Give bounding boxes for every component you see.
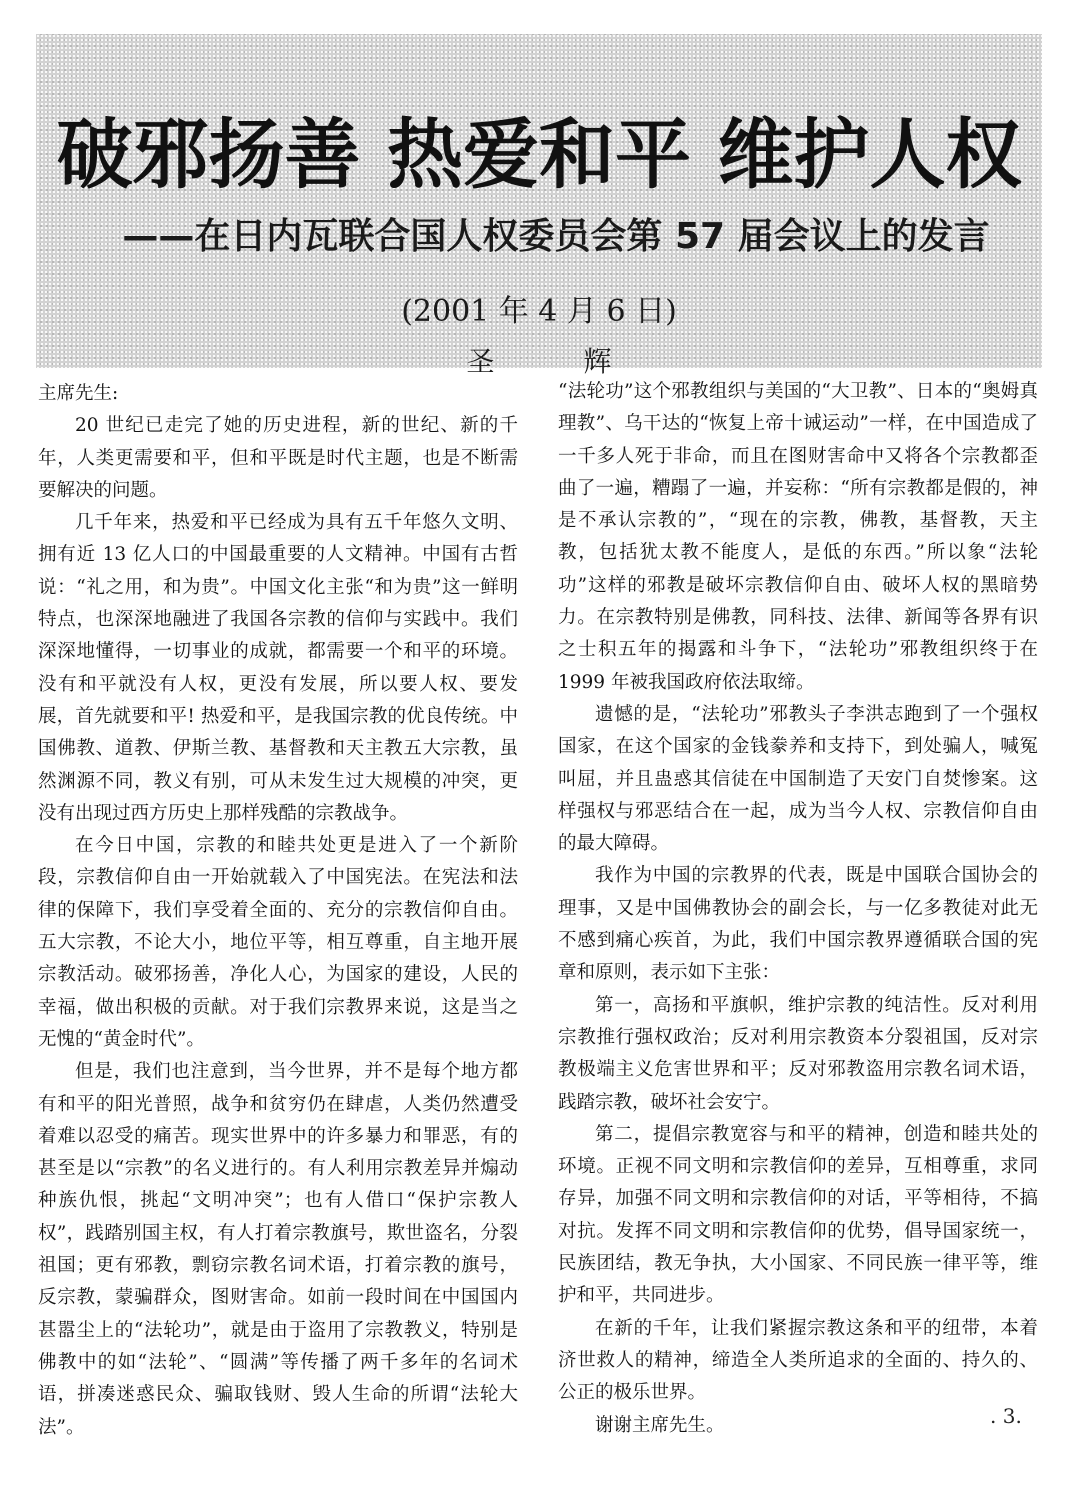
body-paragraph: 在新的千年，让我们紧握宗教这条和平的纽带，本着济世救人的精神，缔造全人类所追求的全面的、持久的、公正的极乐世界。 (558, 1317, 1038, 1404)
body-paragraph: 第一，高扬和平旗帜，维护宗教的纯洁性。反对利用宗教推行强权政治；反对利用宗教资本分裂祖国，反对宗教极端主义危害世界和平；反对邪教盗用宗教名词术语，践踏宗教，破坏社会安宁。 (558, 994, 1038, 1113)
left-column (38, 378, 518, 1444)
article-header (36, 34, 1042, 378)
body-paragraph: 几千年来，热爱和平已经成为具有五千年悠久文明、拥有近 13 亿人口的中国最重要的人文精神。中国有古哲说：“礼之用，和为贵”。中国文化主张“和为贵”这一鲜明特点，也深深地融进了我国各宗教的信仰与实践中。我们深深地懂得，一切事业的成就，都需要一个和平的环境。没有和平就没有人权，更没有发展，所以要人权、要发展，首先就要和平! 热爱和平，是我国宗教的优良传统。中国佛教、道教、伊斯兰教、基督教和天主教五大宗教，虽然渊源不同，教义有别，可从未发生过大规模的冲突，更没有出现过西方历史上那样残酷的宗教战争。 (38, 512, 518, 824)
body-paragraph: 遗憾的是，“法轮功”邪教头子李洪志跑到了一个强权国家，在这个国家的金钱豢养和支持下，到处骗人，喊冤叫屈，并且蛊惑其信徒在中国制造了天安门自焚惨案。这样强权与邪恶结合在一起，成为当今人权、宗教信仰自由的最大障碍。 (558, 703, 1038, 855)
article-subtitle: ——在日内瓦联合国人权委员会第 57 届会议上的发言 (122, 216, 990, 257)
body-paragraph: “法轮功”这个邪教组织与美国的“大卫教”、日本的“奥姆真理教”、乌干达的“恢复上帝十诫运动”一样，在中国造成了一千多人死于非命，而且在图财害命中又将各个宗教都歪曲了一遍，糟蹋了一遍，并妄称：“所有宗教都是假的，神是不承认宗教的”，“现在的宗教，佛教，基督教，天主教，包括犹太教不能度人，是低的东西。”所以象“法轮功”这样的邪教是破坏宗教信仰自由、破坏人权的黑暗势力。在宗教特别是佛教，同科技、法律、新闻等各界有识之士积五年的揭露和斗争下，“法轮功”邪教组织终于在 1999 年被我国政府依法取缔。 (558, 381, 1038, 693)
article-title: 破邪扬善 热爱和平 维护人权 (56, 110, 1022, 199)
body-paragraph: 第二，提倡宗教宽容与和平的精神，创造和睦共处的环境。正视不同文明和宗教信仰的差异，互相尊重，求同存异，加强不同文明和宗教信仰的对话，平等相待，不搞对抗。发挥不同文明和宗教信仰的优势，倡导国家统一，民族团结，教无争执，大小国家、不同民族一律平等，维护和平，共同进步。 (558, 1123, 1038, 1307)
page-number: . 3. (990, 1404, 1022, 1428)
body-paragraph: 20 世纪已走完了她的历史进程，新的世纪、新的千年，人类更需要和平，但和平既是时代主题，也是不断需要解决的问题。 (38, 415, 518, 501)
body-paragraph: 但是，我们也注意到，当今世界，并不是每个地方都有和平的阳光普照，战争和贫穷仍在肆虐，人类仍然遭受着难以忍受的痛苦。现实世界中的许多暴力和罪恶，有的甚至是以“宗教”的名义进行的。有人利用宗教差异并煽动种族仇恨，挑起“文明冲突”；也有人借口“保护宗教人权”，践踏别国主权，有人打着宗教旗号，欺世盗名，分裂祖国；更有邪教，剽窃宗教名词术语，打着宗教的旗号，反宗教，蒙骗群众，图财害命。如前一段时间在中国国内甚嚣尘上的“法轮功”，就是由于盗用了宗教教义，特别是佛教中的如“法轮”、“圆满”等传播了两千多年的名词术语，拼凑迷惑民众、骗取钱财、毁人生命的所谓“法轮大法”。 (38, 1061, 518, 1438)
right-column (558, 376, 1038, 1442)
body-paragraph: 我作为中国的宗教界的代表，既是中国联合国协会的理事，又是中国佛教协会的副会长，与一亿多教徒对此无不感到痛心疾首，为此，我们中国宗教界遵循联合国的宪章和原则，表示如下主张： (558, 865, 1038, 984)
body-paragraph: 在今日中国，宗教的和睦共处更是进入了一个新阶段，宗教信仰自由一开始就载入了中国宪法。在宪法和法律的保障下，我们享受着全面的、充分的宗教信仰自由。五大宗教，不论大小，地位平等，相互尊重，自主地开展宗教活动。破邪扬善，净化人心，为国家的建设，人民的幸福，做出积极的贡献。对于我们宗教界来说，这是当之无愧的“黄金时代”。 (38, 835, 518, 1050)
speech-date: (2001 年 4 月 6 日) (401, 294, 677, 329)
salutation: 主席先生: (38, 383, 119, 404)
closing-line: 谢谢主席先生。 (595, 1414, 725, 1436)
author-name: 圣 辉 (466, 345, 652, 378)
